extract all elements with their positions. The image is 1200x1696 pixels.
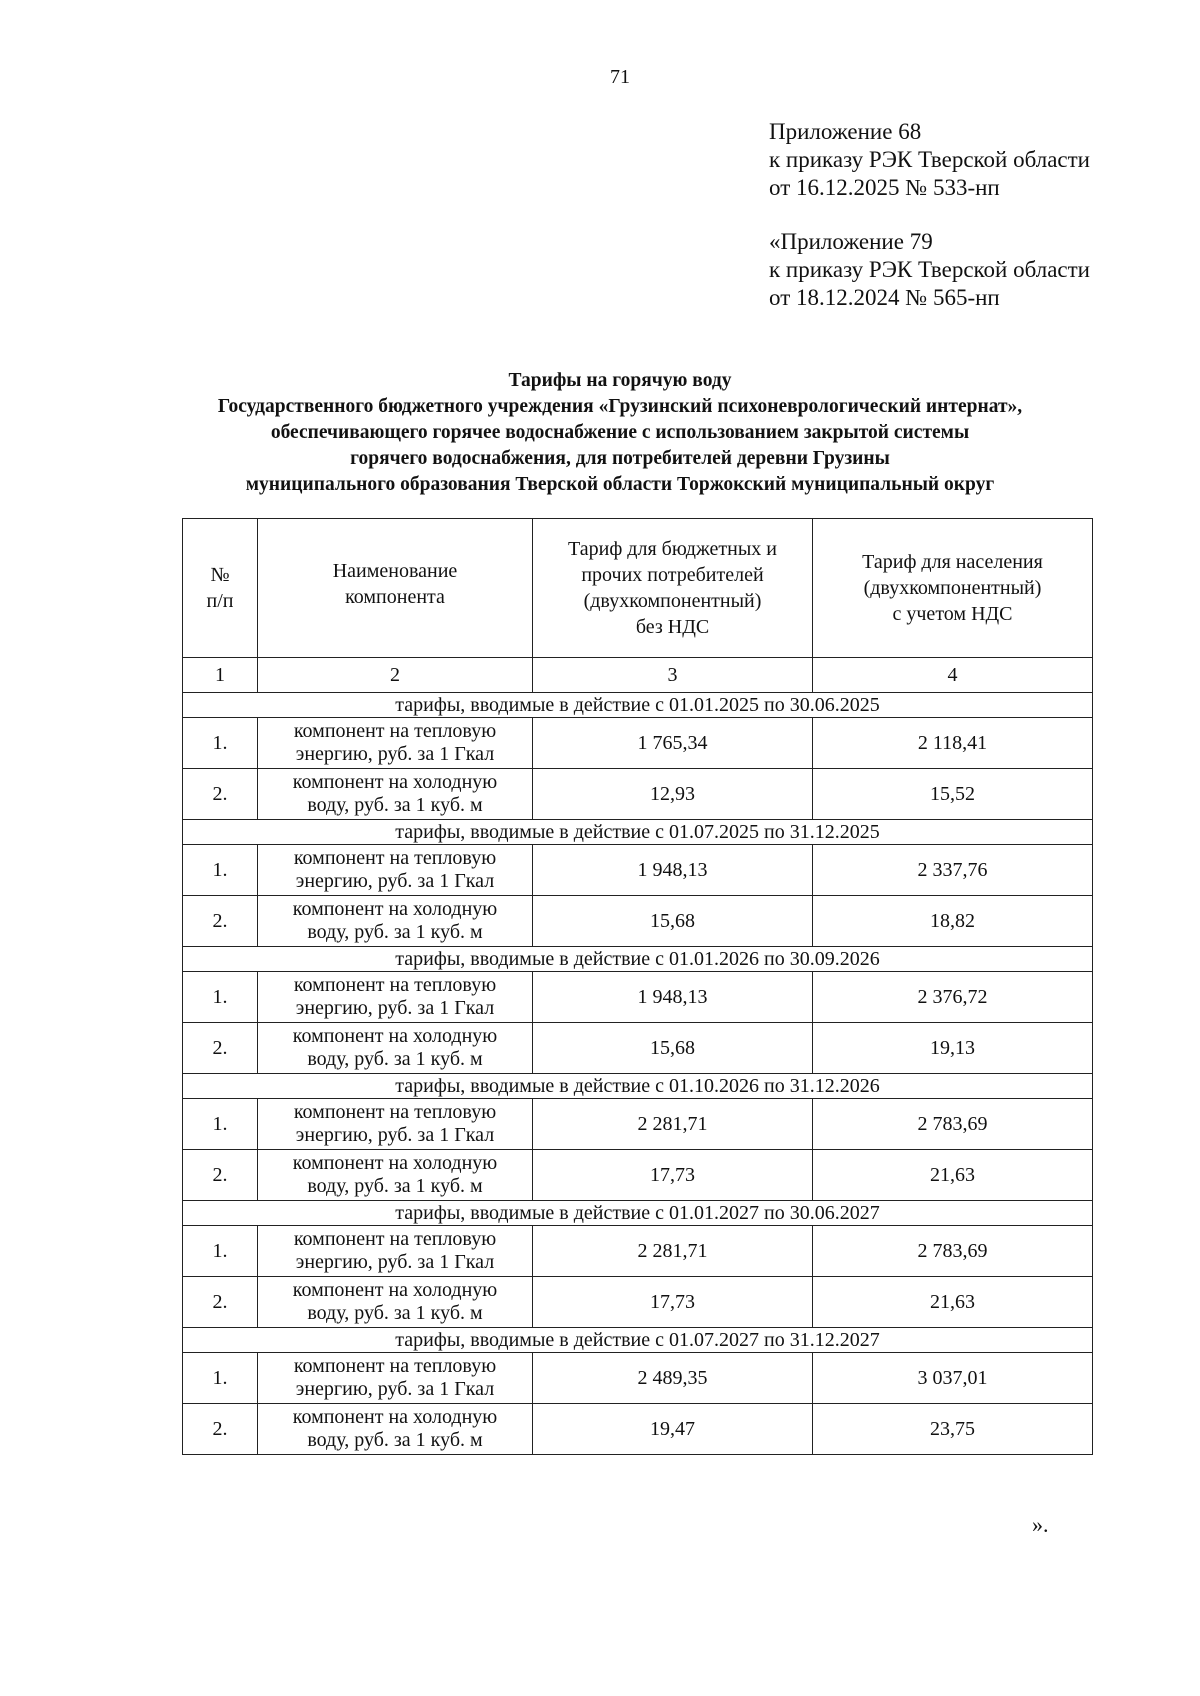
- population-tariff-value: 21,63: [813, 1150, 1093, 1201]
- table-row: [183, 972, 1093, 1023]
- header-population-tariff: Тариф для населения (двухкомпонентный) с учетом НДС: [813, 519, 1093, 658]
- table-row: [183, 1404, 1093, 1455]
- column-number: 4: [813, 658, 1093, 693]
- population-tariff-value: 2 783,69: [813, 1226, 1093, 1277]
- title-line: муниципального образования Тверской области Торжокский муниципальный округ: [245, 474, 995, 495]
- annex-amended-date: от 18.12.2024 № 565-нп: [769, 285, 1000, 310]
- row-number: 1.: [183, 972, 258, 1023]
- row-number: 1.: [183, 845, 258, 896]
- component-name: компонент на холодную воду, руб. за 1 куб. м: [258, 769, 533, 820]
- period-label: тарифы, вводимые в действие с 01.07.2027 по 31.12.2027: [183, 1328, 1093, 1353]
- annex-amended-title: «Приложение 79: [769, 229, 933, 254]
- row-number: 1.: [183, 718, 258, 769]
- annex-current-title: Приложение 68: [769, 119, 922, 144]
- population-tariff-value: 15,52: [813, 769, 1093, 820]
- page-number: 71: [610, 66, 630, 88]
- population-tariff-value: 2 783,69: [813, 1099, 1093, 1150]
- header-budget-tariff: Тариф для бюджетных и прочих потребителей (двухкомпонентный) без НДС: [533, 519, 813, 658]
- population-tariff-value: 18,82: [813, 896, 1093, 947]
- title-line: горячего водоснабжения, для потребителей деревни Грузины: [350, 448, 890, 469]
- budget-tariff-value: 1 948,13: [533, 845, 813, 896]
- table-row: [183, 896, 1093, 947]
- annex-amended-order: к приказу РЭК Тверской области: [769, 257, 1090, 282]
- period-label: тарифы, вводимые в действие с 01.10.2026 по 31.12.2026: [183, 1074, 1093, 1099]
- title-line: Тарифы на горячую воду: [508, 370, 732, 391]
- annex-amended-reference: [769, 228, 1090, 312]
- component-name: компонент на тепловую энергию, руб. за 1 Гкал: [258, 845, 533, 896]
- budget-tariff-value: 15,68: [533, 1023, 813, 1074]
- component-name: компонент на холодную воду, руб. за 1 куб. м: [258, 1404, 533, 1455]
- component-name: компонент на тепловую энергию, руб. за 1 Гкал: [258, 1099, 533, 1150]
- component-name: компонент на холодную воду, руб. за 1 куб. м: [258, 1150, 533, 1201]
- population-tariff-value: 2 337,76: [813, 845, 1093, 896]
- component-name: компонент на тепловую энергию, руб. за 1 Гкал: [258, 1226, 533, 1277]
- table-row: [183, 1150, 1093, 1201]
- table-row: [183, 845, 1093, 896]
- budget-tariff-value: 17,73: [533, 1277, 813, 1328]
- row-number: 1.: [183, 1353, 258, 1404]
- header-number: № п/п: [183, 519, 258, 658]
- row-number: 1.: [183, 1226, 258, 1277]
- budget-tariff-value: 17,73: [533, 1150, 813, 1201]
- component-name: компонент на тепловую энергию, руб. за 1 Гкал: [258, 1353, 533, 1404]
- annex-current-reference: [769, 118, 1090, 202]
- closing-quote-mark: ».: [1032, 1512, 1049, 1537]
- tariff-table: [182, 518, 1093, 1455]
- column-number-row: [183, 658, 1093, 693]
- population-tariff-value: 3 037,01: [813, 1353, 1093, 1404]
- component-name: компонент на тепловую энергию, руб. за 1 Гкал: [258, 718, 533, 769]
- component-name: компонент на тепловую энергию, руб. за 1 Гкал: [258, 972, 533, 1023]
- title-line: обеспечивающего горячее водоснабжение с использованием закрытой системы: [270, 422, 970, 443]
- population-tariff-value: 2 118,41: [813, 718, 1093, 769]
- column-number: 2: [258, 658, 533, 693]
- annex-current-order: к приказу РЭК Тверской области: [769, 147, 1090, 172]
- column-number: 1: [183, 658, 258, 693]
- row-number: 2.: [183, 769, 258, 820]
- period-label: тарифы, вводимые в действие с 01.01.2025 по 30.06.2025: [183, 693, 1093, 718]
- table-row: [183, 1353, 1093, 1404]
- table-row: [183, 718, 1093, 769]
- annex-current-date: от 16.12.2025 № 533-нп: [769, 175, 1000, 200]
- row-number: 2.: [183, 1150, 258, 1201]
- table-row: [183, 1226, 1093, 1277]
- population-tariff-value: 21,63: [813, 1277, 1093, 1328]
- budget-tariff-value: 2 281,71: [533, 1226, 813, 1277]
- column-number: 3: [533, 658, 813, 693]
- table-row: [183, 1277, 1093, 1328]
- tariff-table-body: [183, 693, 1093, 1455]
- component-name: компонент на холодную воду, руб. за 1 куб. м: [258, 896, 533, 947]
- table-row: [183, 769, 1093, 820]
- budget-tariff-value: 1 948,13: [533, 972, 813, 1023]
- row-number: 1.: [183, 1099, 258, 1150]
- period-label: тарифы, вводимые в действие с 01.01.2026 по 30.09.2026: [183, 947, 1093, 972]
- row-number: 2.: [183, 1023, 258, 1074]
- budget-tariff-value: 1 765,34: [533, 718, 813, 769]
- budget-tariff-value: 2 281,71: [533, 1099, 813, 1150]
- population-tariff-value: 2 376,72: [813, 972, 1093, 1023]
- title-line: Государственного бюджетного учреждения «Грузинский психоневрологический интернат»,: [217, 396, 1023, 417]
- period-label: тарифы, вводимые в действие с 01.07.2025 по 31.12.2025: [183, 820, 1093, 845]
- budget-tariff-value: 2 489,35: [533, 1353, 813, 1404]
- header-component-name: Наименование компонента: [258, 519, 533, 658]
- budget-tariff-value: 19,47: [533, 1404, 813, 1455]
- document-title: [130, 368, 1110, 498]
- period-label: тарифы, вводимые в действие с 01.01.2027 по 30.06.2027: [183, 1201, 1093, 1226]
- component-name: компонент на холодную воду, руб. за 1 куб. м: [258, 1277, 533, 1328]
- table-row: [183, 1099, 1093, 1150]
- table-row: [183, 1023, 1093, 1074]
- row-number: 2.: [183, 896, 258, 947]
- budget-tariff-value: 12,93: [533, 769, 813, 820]
- row-number: 2.: [183, 1277, 258, 1328]
- budget-tariff-value: 15,68: [533, 896, 813, 947]
- population-tariff-value: 19,13: [813, 1023, 1093, 1074]
- component-name: компонент на холодную воду, руб. за 1 куб. м: [258, 1023, 533, 1074]
- population-tariff-value: 23,75: [813, 1404, 1093, 1455]
- row-number: 2.: [183, 1404, 258, 1455]
